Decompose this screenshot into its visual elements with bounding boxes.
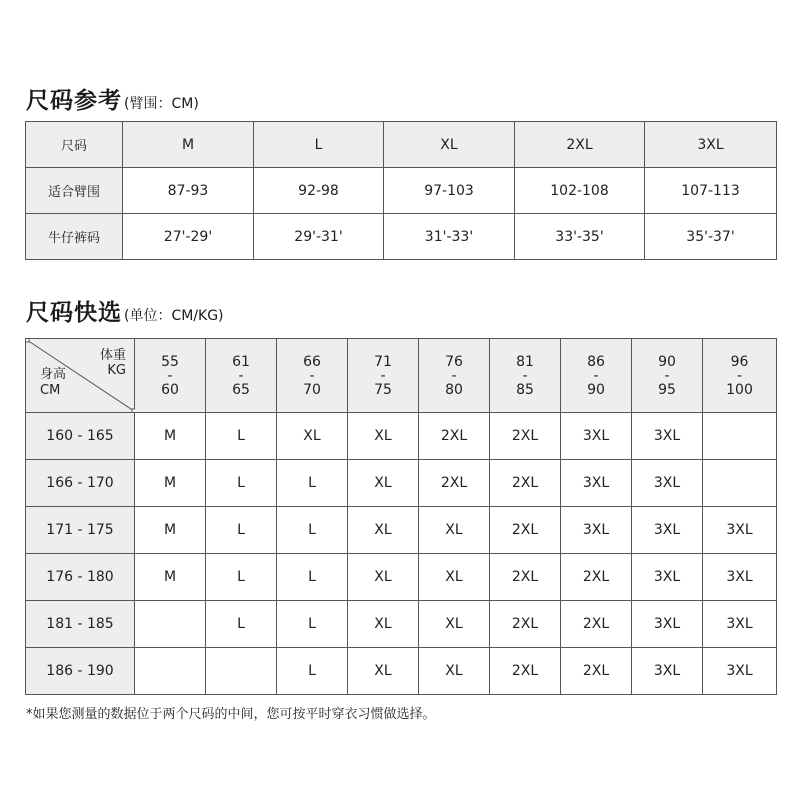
size-reference-title — [26, 82, 199, 115]
height-unit: CM — [40, 383, 61, 398]
table-cell: 102-108 — [515, 168, 645, 214]
weight-unit: KG — [107, 363, 126, 378]
size-cell: XL — [277, 413, 348, 460]
weight-sep: - — [736, 367, 743, 384]
weight-high: 60 — [161, 381, 179, 398]
size-reference-title-text: 尺码参考 — [26, 88, 122, 114]
weight-low: 90 — [658, 353, 676, 370]
size-cell: M — [135, 507, 206, 554]
weight-low: 81 — [516, 353, 534, 370]
size-cell — [703, 460, 777, 507]
table-cell: 87-93 — [123, 168, 254, 214]
size-cell: XL — [419, 507, 490, 554]
size-cell: L — [277, 601, 348, 648]
weight-range-header — [632, 339, 703, 413]
weight-low: 71 — [374, 353, 392, 370]
quick-size-table — [25, 338, 777, 695]
table-cell: 29'-31' — [254, 214, 384, 260]
size-cell: 3XL — [632, 554, 703, 601]
table-cell: 107-113 — [645, 168, 777, 214]
size-cell — [703, 413, 777, 460]
size-header-cell: L — [254, 122, 384, 168]
size-cell: XL — [419, 601, 490, 648]
size-cell: L — [277, 460, 348, 507]
size-header-cell: 2XL — [515, 122, 645, 168]
size-cell: 2XL — [490, 554, 561, 601]
corner-header-cell — [26, 339, 135, 413]
size-cell: 3XL — [703, 648, 777, 695]
size-cell: L — [206, 507, 277, 554]
size-cell: 3XL — [632, 460, 703, 507]
size-reference-table — [25, 121, 777, 260]
size-cell: L — [277, 648, 348, 695]
size-cell: XL — [348, 601, 419, 648]
table-cell: 92-98 — [254, 168, 384, 214]
size-cell: M — [135, 554, 206, 601]
size-cell: M — [135, 460, 206, 507]
table-row — [26, 413, 777, 460]
size-cell: 3XL — [632, 648, 703, 695]
weight-range-header — [135, 339, 206, 413]
weight-low: 76 — [445, 353, 463, 370]
size-cell: 3XL — [561, 413, 632, 460]
size-cell: 2XL — [490, 460, 561, 507]
table-cell: 27'-29' — [123, 214, 254, 260]
weight-range-header — [419, 339, 490, 413]
weight-high: 65 — [232, 381, 250, 398]
row-label: 适合臂围 — [26, 168, 123, 214]
weight-high: 90 — [587, 381, 605, 398]
weight-label: 体重 — [99, 348, 126, 363]
quick-size-title — [26, 294, 224, 327]
size-cell: 3XL — [632, 507, 703, 554]
size-header-cell: 3XL — [645, 122, 777, 168]
size-cell: L — [206, 413, 277, 460]
weight-range-header — [348, 339, 419, 413]
size-cell: XL — [419, 554, 490, 601]
weight-high: 80 — [445, 381, 463, 398]
weight-sep: - — [664, 367, 670, 384]
size-cell: XL — [348, 413, 419, 460]
jeans-size-row — [26, 214, 777, 260]
size-cell: 3XL — [703, 601, 777, 648]
size-header-label: 尺码 — [26, 122, 123, 168]
weight-header-row — [26, 339, 777, 413]
table-row — [26, 601, 777, 648]
weight-sep: - — [167, 367, 173, 384]
size-cell: XL — [348, 648, 419, 695]
weight-high: 100 — [726, 381, 753, 398]
size-cell: 3XL — [703, 554, 777, 601]
weight-sep: - — [522, 367, 528, 384]
size-cell: L — [206, 601, 277, 648]
size-header-cell: XL — [384, 122, 515, 168]
weight-high: 75 — [374, 381, 392, 398]
table-cell: 97-103 — [384, 168, 515, 214]
size-cell: 2XL — [561, 648, 632, 695]
weight-range-header — [561, 339, 632, 413]
weight-axis-label — [100, 348, 126, 378]
table-cell: 31'-33' — [384, 214, 515, 260]
weight-sep: - — [238, 367, 244, 384]
footnote: *如果您测量的数据位于两个尺码的中间，您可按平时穿衣习惯做选择。 — [26, 707, 436, 722]
height-range-cell: 186 - 190 — [26, 648, 135, 695]
quick-size-title-text: 尺码快选 — [26, 300, 122, 326]
size-cell: 3XL — [561, 507, 632, 554]
size-cell: M — [135, 413, 206, 460]
quick-size-unit: (单位：CM/KG) — [124, 308, 224, 324]
weight-low: 55 — [161, 353, 179, 370]
size-cell: 3XL — [561, 460, 632, 507]
size-cell: L — [277, 554, 348, 601]
table-cell: 35'-37' — [645, 214, 777, 260]
weight-range-header — [703, 339, 777, 413]
size-cell: 2XL — [561, 601, 632, 648]
table-row — [26, 554, 777, 601]
table-row — [26, 507, 777, 554]
table-cell: 33'-35' — [515, 214, 645, 260]
height-range-cell: 166 - 170 — [26, 460, 135, 507]
weight-sep: - — [451, 367, 457, 384]
height-range-cell: 181 - 185 — [26, 601, 135, 648]
weight-high: 70 — [303, 381, 321, 398]
size-cell: 2XL — [561, 554, 632, 601]
size-cell: L — [206, 460, 277, 507]
weight-low: 61 — [232, 353, 250, 370]
size-cell: 2XL — [419, 413, 490, 460]
height-label: 身高 — [40, 367, 67, 382]
weight-sep: - — [309, 367, 315, 384]
size-reference-unit: (臂围：CM) — [124, 96, 199, 112]
weight-low: 66 — [303, 353, 321, 370]
row-label: 牛仔裤码 — [26, 214, 123, 260]
weight-low: 96 — [730, 353, 749, 370]
size-cell: 2XL — [490, 601, 561, 648]
size-cell: 2XL — [419, 460, 490, 507]
size-cell — [206, 648, 277, 695]
table-row — [26, 460, 777, 507]
weight-range-header — [490, 339, 561, 413]
height-range-cell: 171 - 175 — [26, 507, 135, 554]
size-cell — [135, 601, 206, 648]
weight-low: 86 — [587, 353, 605, 370]
arm-circumference-row — [26, 168, 777, 214]
size-cell: L — [277, 507, 348, 554]
size-reference-header-row — [26, 122, 777, 168]
size-cell: XL — [348, 460, 419, 507]
height-axis-label — [40, 367, 66, 399]
size-cell: XL — [348, 554, 419, 601]
size-cell: 2XL — [490, 648, 561, 695]
table-row — [26, 648, 777, 695]
size-cell — [135, 648, 206, 695]
height-range-cell: 160 - 165 — [26, 413, 135, 460]
size-cell: 3XL — [703, 507, 777, 554]
size-header-cell: M — [123, 122, 254, 168]
weight-sep: - — [380, 367, 386, 384]
weight-range-header — [206, 339, 277, 413]
size-cell: L — [206, 554, 277, 601]
size-cell: XL — [348, 507, 419, 554]
weight-sep: - — [593, 367, 599, 384]
weight-high: 85 — [516, 381, 534, 398]
size-cell: XL — [419, 648, 490, 695]
height-range-cell: 176 - 180 — [26, 554, 135, 601]
size-cell: 2XL — [490, 413, 561, 460]
weight-high: 95 — [658, 381, 676, 398]
size-cell: 3XL — [632, 413, 703, 460]
size-cell: 3XL — [632, 601, 703, 648]
size-cell: 2XL — [490, 507, 561, 554]
weight-range-header — [277, 339, 348, 413]
